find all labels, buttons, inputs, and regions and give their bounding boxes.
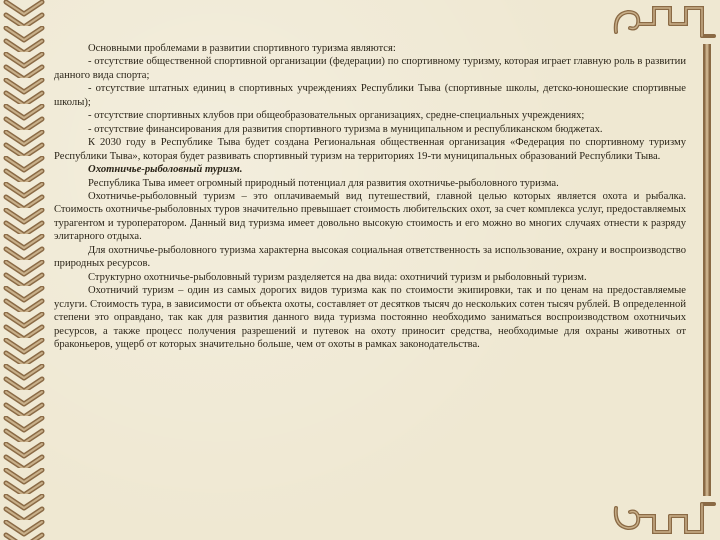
zigzag-ornament-icon (0, 0, 48, 540)
paragraph: - отсутствие штатных единиц в спортивных учреждениях Республики Тыва (спортивные школы, детско-юношеские спортивные школы); (54, 83, 686, 108)
paragraph: - отсутствие финансирования для развития спортивного туризма в муниципальном и республиканском бюджетах. (88, 123, 603, 135)
scroll-ornament-icon (610, 498, 720, 540)
paragraph: - отсутствие общественной спортивной организации (федерации) по спортивному туризму, которая играет главную роль в развитии данного вида спорта; (54, 56, 686, 81)
paragraph: К 2030 году в Республике Тыва будет создана Региональная общественная организация «Федерация по спортивному туризму Республики Тыва», которая будет развивать спортивный туризм на территориях 19-ти муниципальных образований Республики Тыва. (54, 137, 686, 162)
paragraph: Республика Тыва имеет огромный природный потенциал для развития охотничье-рыболовного туризма. (88, 177, 559, 189)
section-heading: Охотничье-рыболовный туризм. (88, 164, 243, 176)
paragraph: Для охотничье-рыболовного туризма характерна высокая социальная ответственность за использование, охрану и воспроизводство природных ресурсов. (54, 244, 686, 270)
document-body (54, 42, 686, 351)
paragraph: Охотничье-рыболовный туризм – это оплачиваемый вид путешествий, главной целью которых является охота и рыбалка. Стоимость охотничье-рыболовных туров значительно превышает стоимость любительских охот, за счет комплекса услуг, предоставляемых турагентом и туроператором. Данный вид туризма имеет довольно высокую стоимость и его можно во многих случаях отнести к разряду элитарного отдыха. (54, 190, 686, 243)
paragraph: Структурно охотничье-рыболовный туризм разделяется на два вида: охотничий туризм и рыболовный туризм. (88, 271, 587, 283)
paragraph: Охотничий туризм – один из самых дорогих видов туризма как по стоимости экипировки, так и по ценам на предоставляемые услуги. Стоимость тура, в зависимости от объекта охоты, составляет от десятков тысяч до нескольких сотен тысяч рублей. В определенной степени это оправдано, так как для развития данного вида туризма постоянно необходимо заниматься воспроизводством охотничьих ресурсов, а также процесс получения разрешений и путевок на охоту приносит средства, необходимые для охраны животных от браконьеров, ущерб от которых значительно больше, чем от охоты в рамках законодательства. (54, 285, 686, 350)
vertical-border-icon (700, 44, 714, 496)
paragraph: - отсутствие спортивных клубов при общеобразовательных организациях, средне-специальных учреждениях; (88, 110, 585, 122)
scroll-ornament-icon (610, 0, 720, 42)
paragraph: Основными проблемами в развитии спортивного туризма являются: (88, 43, 396, 54)
